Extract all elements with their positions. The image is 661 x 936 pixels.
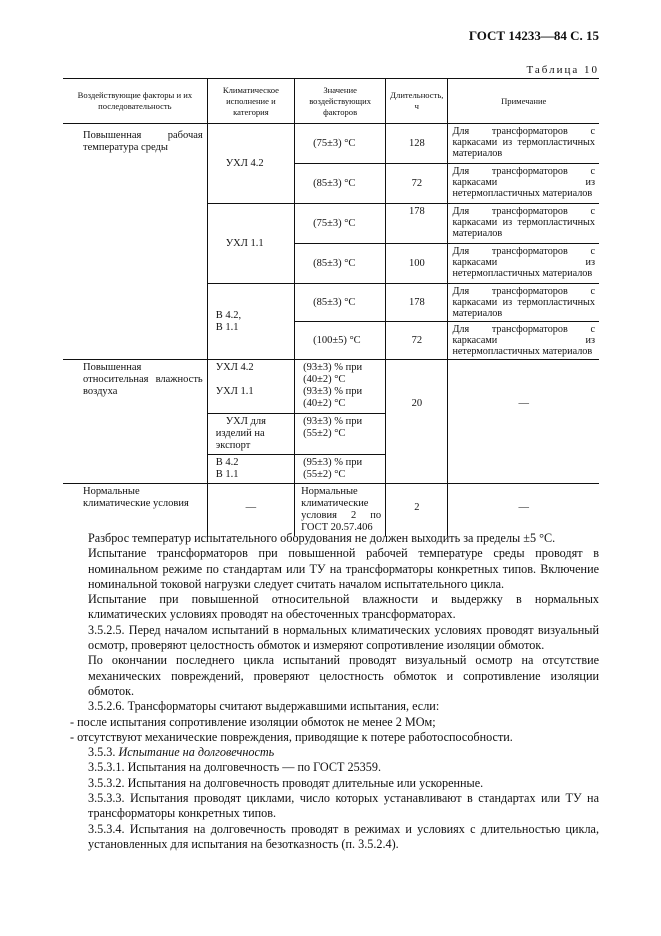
value-cell: Нормальные климатические условия 2 по ГОСТ 20.57.406 (295, 484, 386, 537)
climate-cell: В 4.2 В 1.1 (207, 455, 294, 484)
header-duration: Длительность, ч (386, 79, 448, 124)
climate-cell: УХЛ 4.2 (207, 124, 294, 204)
note-cell: Для трансформаторов с каркасами из термопластичных материалов (448, 204, 599, 244)
value-cell: (75±3) °С (295, 204, 386, 244)
paragraph: Испытание трансформаторов при повышенной рабочей температуре среды проводят в номинальном режиме по стандартам или ТУ на трансформаторы конкретных типов. Включение номинальной токовой нагрузки следует считать началом испытательного цикла. (88, 546, 599, 591)
value-cell: (75±3) °С (295, 124, 386, 164)
duration-cell: 72 (386, 164, 448, 204)
duration-cell: 128 (386, 124, 448, 164)
paragraph: Испытание при повышенной относительной влажности и выдержку в нормальных климатических условиях проводят на обесточенных трансформаторах. (88, 592, 599, 622)
factor-normal: Нормальные климатические условия (83, 486, 189, 509)
climate-cell: — (207, 484, 294, 537)
climate-cell: УХЛ для изделий на экспорт (207, 414, 294, 455)
list-item: - после испытания сопротивление изоляции обмоток не менее 2 МОм; (70, 714, 436, 729)
value-cell: (93±3) % при (40±2) °С (93±3) % при (40±2) °С (295, 360, 386, 414)
note-cell: Для трансформаторов с каркасами из нетермопластичных материалов (448, 244, 599, 284)
paragraph: 3.5.3.2. Испытания на долговечность проводят длительные или ускоренные. (88, 775, 484, 790)
note-cell: Для трансформаторов с каркасами из термопластичных материалов (448, 124, 599, 164)
section-title: Испытание на долговечность (118, 745, 275, 760)
duration-cell: 20 (386, 360, 448, 484)
paragraph: По окончании последнего цикла испытаний проводят визуальный осмотр на отсутствие механических повреждений, проверяют целостность обмоток и сопротивление изоляции обмоток. (88, 653, 599, 698)
value-cell: (93±3) % при (55±2) °С (295, 414, 386, 455)
value-cell: (85±3) °С (295, 244, 386, 284)
header-climate: Климатическое исполнение и категория (207, 79, 294, 124)
paragraph: 3.5.2.5. Перед началом испытаний в нормальных климатических условиях проводят визуальный осмотр, проверяют целостность обмоток и измеряют сопротивление изоляции обмоток. (88, 622, 599, 653)
note-cell: Для трансформаторов с каркасами из термопластичных материалов (448, 284, 599, 322)
climate-cell: В 4.2, В 1.1 (207, 284, 294, 360)
section-heading (88, 745, 599, 760)
note-cell: Для трансформаторов с каркасами из нетермопластичных материалов (448, 164, 599, 204)
climate-cell: УХЛ 4.2 УХЛ 1.1 (207, 360, 294, 414)
duration-cell: 2 (386, 484, 448, 537)
section-number: 3.5.3. (88, 745, 119, 760)
duration-cell: 178 (386, 204, 448, 244)
paragraph: Разброс температур испытательного оборудования не должен выходить за пределы ±5 °С. (88, 531, 556, 545)
duration-cell: 178 (386, 284, 448, 322)
note-cell: Для трансформаторов с каркасами из нетермопластичных материалов (448, 322, 599, 360)
body-text (70, 531, 599, 852)
value-cell: (100±5) °С (295, 322, 386, 360)
note-cell: — (448, 484, 599, 537)
duration-cell: 100 (386, 244, 448, 284)
table-title: Таблица 10 (526, 64, 599, 76)
climate-cell: УХЛ 1.1 (207, 204, 294, 284)
page-header: ГОСТ 14233—84 С. 15 (468, 28, 599, 43)
factor-humidity: Повышенная относительная влажность воздуха (63, 360, 207, 484)
value-cell: (85±3) °С (295, 164, 386, 204)
header-value: Значение воздействующих факторов (295, 79, 386, 124)
paragraph: 3.5.3.3. Испытания проводят циклами, число которых устанавливают в стандартах или ТУ на трансформаторы конкретных типов. (88, 791, 599, 821)
header-note: Примечание (448, 79, 599, 124)
paragraph: 3.5.3.4. Испытания на долговечность проводят в режимах и условиях с длительностью цикла, установленных для испытания на безотказность (п. 3.5.2.4). (88, 821, 599, 851)
list-item: - отсутствуют механические повреждения, приводящие к потере работоспособности. (70, 729, 513, 744)
paragraph: 3.5.2.6. Трансформаторы считают выдержавшими испытания, если: (88, 699, 440, 714)
header-factors: Воздействующие факторы и их последовательность (63, 79, 207, 124)
paragraph: 3.5.3.1. Испытания на долговечность — по ГОСТ 25359. (88, 760, 381, 775)
duration-cell: 72 (386, 322, 448, 360)
value-cell: (95±3) % при (55±2) °С (295, 455, 386, 484)
value-cell: (85±3) °С (295, 284, 386, 322)
note-cell: — (448, 360, 599, 484)
table-10 (63, 78, 599, 536)
factor-heat: Повышенная рабочая температура среды (63, 124, 207, 360)
